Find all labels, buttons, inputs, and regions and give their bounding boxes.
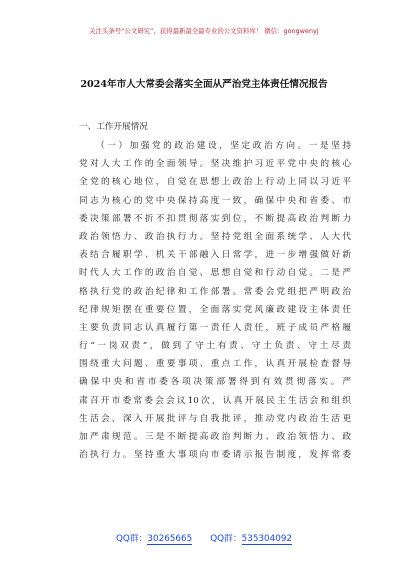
body-line: 主要负责同志认真履行第一责任人责任，班子成员严格履 [79,322,351,333]
qq-group-1-label: QQ群： [115,534,148,544]
footer-qq-groups [0,531,408,545]
section-heading: 一、工作开展情况 [79,122,148,132]
body-line: （一）加强党的政治建设，坚定政治方向。一是坚持 [96,141,351,151]
body-line: 委决策部署不折不扣贯彻落实到位，不断提高政治判断力 [79,213,351,224]
document-title: 2024年市人大常委会落实全面从严治党主体责任情况报告 [80,79,328,90]
body-line: 党对人大工作的全面领导。坚决维护习近平党中央的核心 [79,159,351,170]
body-line: 政治领悟力、政治执行力。坚持党组全面系统学、人大代 [79,231,351,242]
body-text [79,137,351,464]
body-line: 行“一岗双责”，做到了守土有责、守土负责、守土尽责 [79,341,351,352]
body-line: 同志为核心的党中央保持高度一致，确保中央和省委、市 [79,195,351,206]
body-line: 纪律规矩摆在重要位置，全面落实党风廉政建设主体责任 [79,304,351,315]
body-line: 加严肃规范。三是不断提高政治判断力、政治领悟力、政 [79,432,351,442]
qq-group-2-label: QQ群： [210,534,242,544]
body-line: 确保中央和省市委各项决策部署得到有效贯彻落实。严 [79,377,351,388]
body-line: 全党的核心地位，自觉在思想上政治上行动上同以习近平 [79,177,351,188]
qq-group-2-number[interactable]: 535304092 [241,534,293,544]
qq-group-1-number[interactable]: 30265665 [147,534,193,544]
top-promo-banner: 关注头条号“公文研究”，获得最新最全最专业的公文资料库！ 微信：gongwenyj [89,28,319,35]
body-line: 围绕重大问题、重要事项、重点工作，认真开展检查督导 [79,359,351,370]
body-line: 治执行力。坚持重大事项向市委请示报告制度，发挥常委 [79,450,351,461]
body-line: 格执行党的政治纪律和工作部署。常委会党组把严明政治 [79,286,351,297]
body-line: 表结合履职学、机关干部融入日常学，进一步增强做好新 [79,250,351,261]
body-line: 生活会，深入开展批评与自我批评，推动党内政治生活更 [79,413,351,424]
body-line: 时代人大工作的政治自觉、思想自觉和行动自觉。二是严 [79,268,351,279]
body-line: 肃召开市委常委会会议10次，认真开展民主生活会和组织 [79,395,351,406]
